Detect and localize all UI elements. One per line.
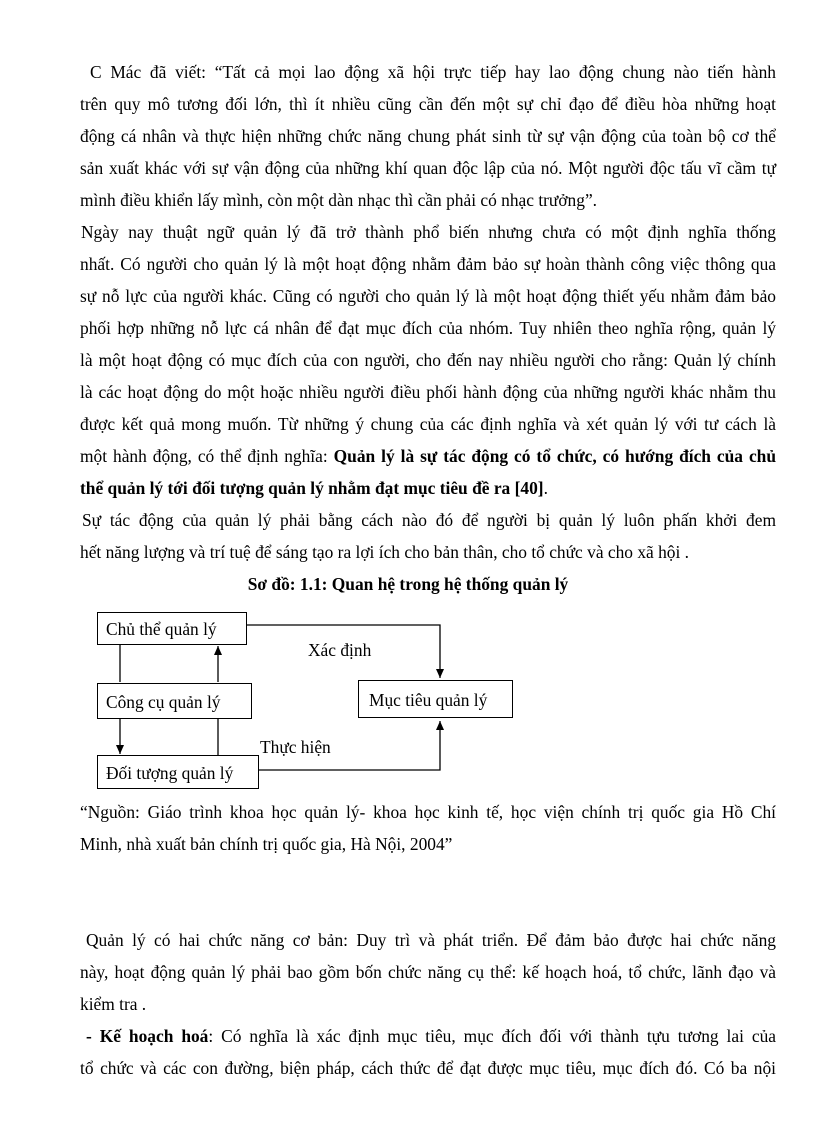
box-subject: Chủ thể quản lý	[97, 612, 247, 645]
box-object: Đối tượng quản lý	[97, 755, 259, 789]
paragraph-1-line-5: mình điều khiển lấy mình, còn một dàn nhạc thì cần phải có nhạc trưởng”.	[80, 190, 598, 210]
definition-prefix: một hành động, có thể định nghĩa:	[80, 446, 334, 466]
paragraph-2-line-4: phối hợp những nỗ lực cá nhân để đạt mục đích của nhóm. Tuy nhiên theo nghĩa rộng, quản lý	[80, 318, 776, 338]
paragraph-2-line-7: được kết quả mong muốn. Từ những ý chung của các định nghĩa và xét quản lý với tư cách là	[80, 414, 776, 434]
planning-heading: - Kế hoạch hoá	[86, 1026, 209, 1046]
paragraph-2-line-2: nhất. Có người cho quản lý là một hoạt động nhằm đảm bảo sự hoàn thành công việc thông qua	[80, 254, 776, 274]
paragraph-2-line-5: là một hoạt động có mục đích của con người, cho đến nay nhiều người cho rằng: Quản lý chính	[80, 350, 776, 370]
paragraph-2-line-1: Ngày nay thuật ngữ quản lý đã trở thành phổ biến nhưng chưa có một định nghĩa thống	[81, 222, 776, 242]
source-line-1: “Nguồn: Giáo trình khoa học quản lý- khoa học kinh tế, học viện chính trị quốc gia Hồ Chí	[80, 802, 776, 822]
paragraph-4-line-1: Quản lý có hai chức năng cơ bản: Duy trì và phát triển. Để đảm bảo được hai chức năng	[86, 930, 776, 950]
definition-suffix: .	[543, 478, 548, 498]
paragraph-1-line-1: C Mác đã viết: “Tất cả mọi lao động xã hội trực tiếp hay lao động chung nào tiến hành	[90, 62, 776, 82]
paragraph-2-line-6: là các hoạt động do một hoặc nhiều người điều phối hành động của những người khác nhằm thu	[80, 382, 776, 402]
paragraph-2-line-3: sự nỗ lực của người khác. Cũng có người cho quản lý là một hoạt động thiết yếu nhằm đảm bảo	[80, 286, 776, 306]
paragraph-3-line-2: hết năng lượng và trí tuệ để sáng tạo ra lợi ích cho bản thân, cho tổ chức và cho xã hội .	[80, 542, 690, 562]
box-tool: Công cụ quản lý	[97, 683, 252, 719]
paragraph-4-line-2: này, hoạt động quản lý phải bao gồm bốn chức năng cụ thể: kế hoạch hoá, tổ chức, lãnh đạo và	[80, 962, 776, 982]
definition-bold-part-1: Quản lý là sự tác động có tổ chức, có hướng đích của chủ	[333, 446, 777, 466]
paragraph-1-line-4: sản xuất khác với sự vận động của những khí quan độc lập của nó. Một người độc tấu vĩ cầm tự	[80, 158, 776, 178]
paragraph-1-line-2: trên quy mô tương đối lớn, thì ít nhiều cũng cần đến một sự chỉ đạo để điều hòa những hoạt	[80, 94, 776, 114]
paragraph-4-line-3: kiểm tra .	[80, 994, 147, 1014]
paragraph-5-line-2: tổ chức và các con đường, biện pháp, cách thức để đạt được mục tiêu, mục đích đó. Có ba nội	[80, 1058, 776, 1078]
paragraph-5-line-1	[80, 1021, 776, 1051]
paragraph-1-line-3: động cá nhân và thực hiện những chức năng chung phát sinh từ sự vận động của toàn bộ cơ thể	[80, 126, 776, 146]
paragraph-3-line-1: Sự tác động của quản lý phải bằng cách nào đó để người bị quản lý luôn phấn khởi đem	[82, 510, 776, 530]
label-implement: Thực hiện	[260, 737, 331, 757]
definition-bold-part-2: thể quản lý tới đối tượng quản lý nhằm đạt mục tiêu đề ra [40]	[80, 478, 544, 498]
source-line-2: Minh, nhà xuất bản chính trị quốc gia, Hà Nội, 2004”	[80, 834, 453, 854]
box-goal: Mục tiêu quản lý	[358, 680, 513, 718]
planning-definition: : Có nghĩa là xác định mục tiêu, mục đích đối với thành tựu tương lai của	[208, 1026, 776, 1046]
label-determine: Xác định	[308, 640, 372, 660]
diagram-caption: Sơ đồ: 1.1: Quan hệ trong hệ thống quản lý	[247, 574, 569, 594]
